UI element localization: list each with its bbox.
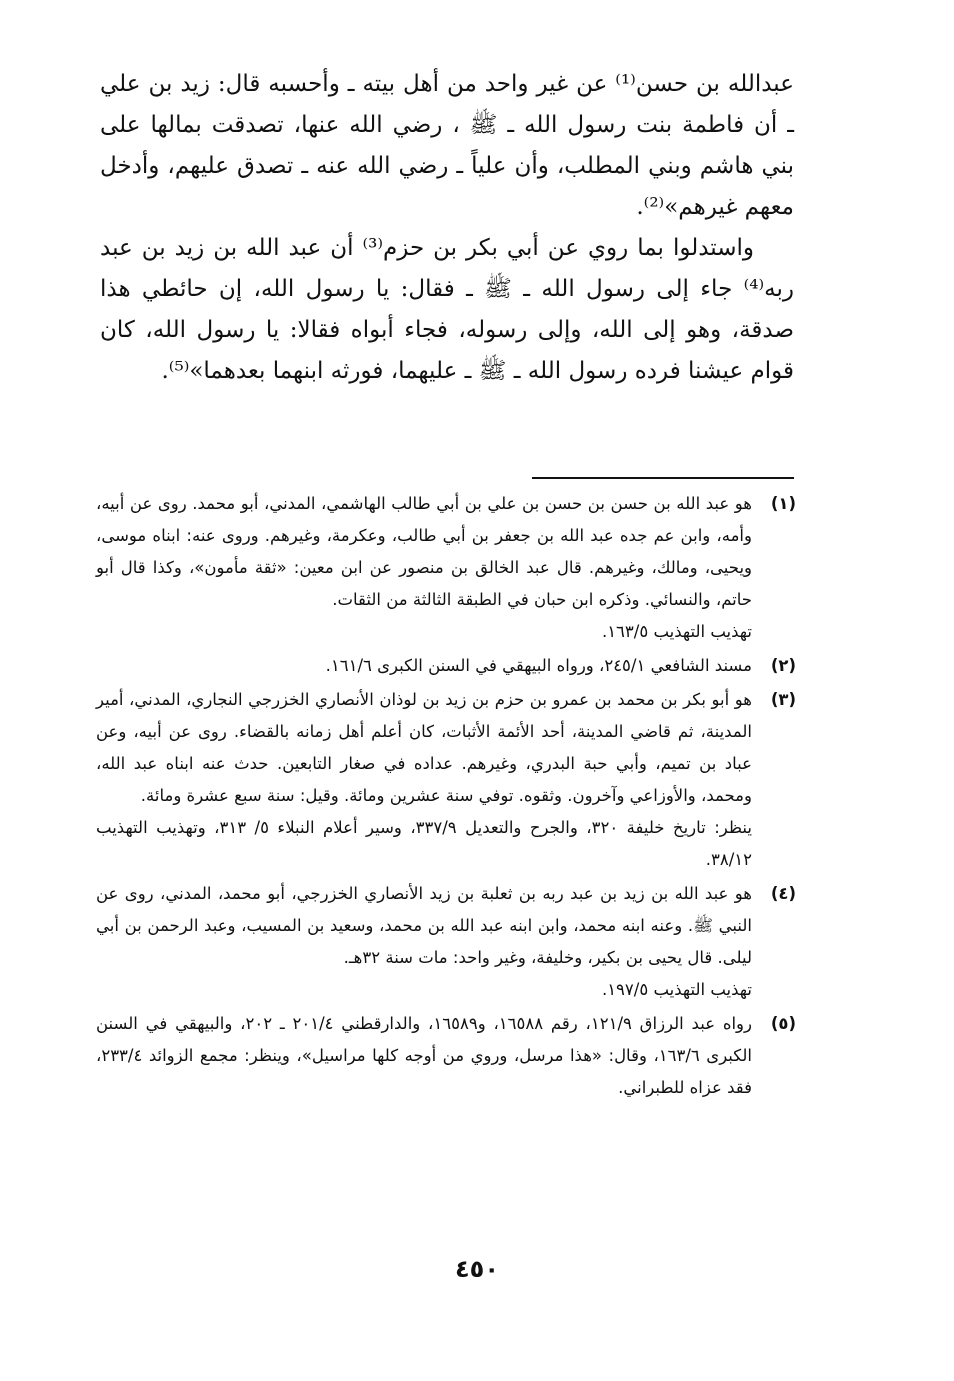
footnote-number: (٣) [770,690,796,709]
main-paragraph-2: واستدلوا بما روي عن أبي بكر بن حزم⁽³⁾ أن عبد الله بن زيد بن عبد ربه⁽⁴⁾ جاء إلى رسول الله ـ ﷺ ـ فقال: يا رسول الله، إن حائطي هذا صدقة، وهو إلى الله، وإلى رسوله، فجاء أبواه فقالا: يا رسول الله، كان قوام عيشنا فرده رسول الله ـ ﷺ ـ عليهما، فورثه ابنهما بعدهما»⁽⁵⁾. [100,235,794,384]
footnote-text: هو عبد الله بن حسن بن حسن بن علي بن أبي طالب الهاشمي، المدني، أبو محمد. روى عن أبيه، وأمه، وابن عم جده عبد الله بن جعفر بن أبي طالب، وعكرمة، وغيرهم. وروى عنه: ابناه موسى، ويحيى، ومالك، وغيرهم. قال عبد الخالق بن منصور عن ابن معين: «ثقة مأمون»، وكذا قال أبو حاتم، والنسائي. وذكره ابن حبان في الطبقة الثالثة من الثقات. [96,494,752,609]
footnote-text: مسند الشافعي ٢٤٥/١، ورواه البيهقي في السنن الكبرى ١٦١/٦. [325,656,752,675]
footnote-body [96,878,752,1006]
footnotes [96,488,796,1106]
footnote-number: (٢) [770,656,796,675]
footnote-4 [96,878,796,1006]
footnote-number: (٥) [770,1014,796,1033]
footnote-number: (٤) [770,884,796,903]
footnote-3 [96,684,796,876]
footnote-1 [96,488,796,648]
footnote-body [96,1008,752,1104]
footnote-body [96,650,752,682]
main-paragraph-1: عبدالله بن حسن⁽¹⁾ عن غير واحد من أهل بيته ـ وأحسبه قال: زيد بن علي ـ أن فاطمة بنت رسول الله ـ ﷺ ، رضي الله عنها، تصدقت بمالها على بني هاشم وبني المطلب، وأن علياً ـ رضي الله عنه ـ تصدق عليهم، وأدخل معهم غيرهم»⁽²⁾. [100,71,794,220]
footnote-2 [96,650,796,682]
main-text [100,64,794,392]
footnote-reference: ينظر: تاريخ خليفة ٣٢٠، والجرح والتعديل ٣٣٧/٩، وسير أعلام النبلاء ٥/ ٣١٣، وتهذيب التهذيب ٣٨/١٢. [96,818,752,869]
footnote-text: هو عبد الله بن زيد بن عبد ربه بن ثعلبة بن زيد الأنصاري الخزرجي، أبو محمد، المدني، روى عن النبي ﷺ. وعنه ابنه محمد، وابن ابنه عبد الله بن محمد، وسعيد بن المسيب، وعبد الرحمن بن أبي ليلى. قال يحيى بن بكير، وخليفة، وغير واحد: مات سنة ٣٢هـ. [96,884,752,967]
footnote-5 [96,1008,796,1104]
page-number: ٤٥٠ [455,1255,499,1283]
footnote-text: هو أبو بكر بن محمد بن عمرو بن حزم بن زيد بن لوذان الأنصاري الخزرجي النجاري، المدني، أمير المدينة، ثم قاضي المدينة، أحد الأئمة الأثبات، كان أعلم أهل زمانه بالقضاء. روى عن أبيه، وعن عباد بن تميم، وأبي حبة البدري، وغيرهم. عداده في صغار التابعين. حدث عنه ابناه عبد الله، ومحمد، والأوزاعي وآخرون. وثقوه. توفي سنة عشرين ومائة. وقيل: سنة سبع عشرة ومائة. [96,690,752,805]
footnote-reference: تهذيب التهذيب ١٩٧/٥. [601,980,752,999]
footnote-number: (١) [770,494,796,513]
footnote-body [96,488,752,648]
footnote-reference: تهذيب التهذيب ١٦٣/٥. [601,622,752,641]
footnote-text: رواه عبد الرزاق ١٢١/٩، رقم ١٦٥٨٨، و١٦٥٨٩، والدارقطني ٢٠١/٤ ـ ٢٠٢، والبيهقي في السنن الكبرى ١٦٣/٦، وقال: «هذا مرسل، وروي من أوجه كلها مراسيل»، وينظر: مجمع الزوائد ٢٣٣/٤، فقد عزاه للطبراني. [96,1014,752,1097]
footnote-divider [532,477,794,479]
footnote-body [96,684,752,876]
